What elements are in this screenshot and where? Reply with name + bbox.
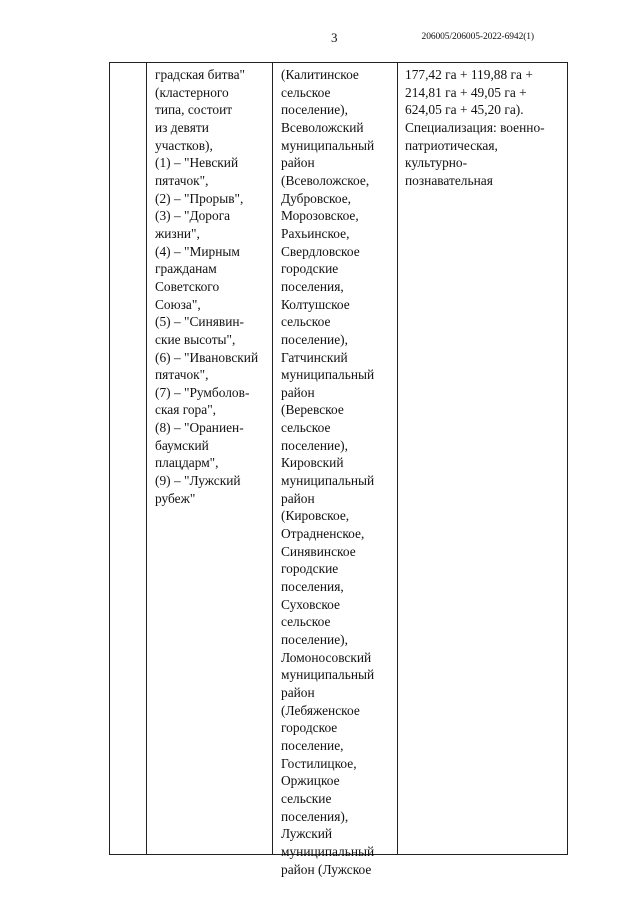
cell-text-line: Гатчинский — [281, 349, 348, 365]
cell-text-line: баумский — [155, 437, 209, 453]
cell-text-line: градская битва" — [155, 67, 246, 82]
cell-text-line: Гостилицкое, — [281, 755, 357, 771]
cell-text-line: Рахьинское, — [281, 225, 350, 241]
page-number: 3 — [331, 30, 338, 45]
cell-text-line: городские — [281, 261, 339, 277]
cell-text-line: (7) – "Румболов- — [155, 384, 250, 400]
cell-text-line: Морозовское, — [281, 208, 359, 224]
cell-text-line: сельские — [281, 790, 332, 806]
cell-text-line: ская гора", — [155, 402, 217, 418]
column-divider — [272, 63, 273, 854]
cell-text-line: рубеж" — [155, 490, 196, 506]
cell-text-line: поселение), — [281, 102, 348, 118]
area-specialization-cell — [405, 66, 545, 190]
column-divider — [146, 63, 147, 854]
cell-text-line: 177,42 га + 119,88 га + — [405, 67, 533, 82]
cell-text-line: Оржицкое — [281, 773, 340, 789]
cell-text-line: сельское — [281, 84, 331, 100]
cell-text-line: типа, состоит — [155, 102, 233, 118]
cell-text-line: плацдарм", — [155, 455, 219, 471]
cell-text-line: 214,81 га + 49,05 га + — [405, 84, 527, 100]
cell-text-line: муниципальный — [281, 137, 375, 153]
cell-text-line: ские высоты", — [155, 331, 236, 347]
cell-text-line: (6) – "Ивановский — [155, 349, 259, 365]
cell-text-line: район — [281, 490, 315, 506]
cell-text-line: поселение), — [281, 437, 348, 453]
cell-text-line: из девяти — [155, 119, 209, 135]
cell-text-line: (кластерного — [155, 84, 229, 100]
cell-text-line: Лужский — [281, 826, 333, 842]
cell-text-line: поселение), — [281, 331, 348, 347]
cell-text-line: поселения, — [281, 278, 344, 294]
cell-text-line: Отрадненское, — [281, 526, 365, 542]
cell-text-line: гражданам — [155, 261, 217, 277]
cell-text-line: Всеволожский — [281, 119, 364, 135]
cell-text-line: Ломоносовский — [281, 649, 372, 665]
cell-text-line: (5) – "Синявин- — [155, 314, 245, 330]
cell-text-line: (Калитинское — [281, 67, 359, 82]
cell-text-line: район — [281, 155, 315, 171]
cell-text-line: район — [281, 384, 315, 400]
cell-text-line: (9) – "Лужский — [155, 473, 241, 489]
cell-text-line: Свердловское — [281, 243, 360, 259]
cell-text-line: (1) – "Невский — [155, 155, 239, 171]
document-id: 206005/206005-2022-6942(1) — [421, 32, 534, 42]
cell-text-line: Специализация: военно- — [405, 119, 545, 135]
cell-text-line: поселение), — [281, 632, 348, 647]
cell-text-line: 624,05 га + 45,20 га). — [405, 102, 524, 118]
cell-text-line: муниципальный — [281, 843, 375, 859]
cell-text-line: Колтушское — [281, 296, 350, 312]
cell-text-line: культурно- — [405, 155, 468, 171]
cell-text-line: Кировский — [281, 455, 344, 471]
cell-text-line: пятачок", — [155, 367, 209, 383]
cell-text-line: пятачок", — [155, 172, 209, 188]
cell-text-line: (Лебяженское — [281, 702, 360, 718]
cell-text-line: сельское — [281, 420, 331, 436]
cell-text-line: (Веревское — [281, 402, 344, 418]
cell-text-line: Советского — [155, 278, 220, 294]
cell-text-line: городские — [281, 561, 339, 577]
territory-cell — [281, 66, 374, 878]
cell-text-line: Синявинское — [281, 543, 356, 559]
cell-text-line: (Кировское, — [281, 508, 350, 524]
cell-text-line: поселения), — [281, 808, 349, 824]
cell-text-line: патриотическая, — [405, 137, 498, 153]
object-name-cell — [155, 66, 258, 507]
cell-text-line: район (Лужское — [281, 861, 372, 877]
continuation-table — [109, 62, 568, 877]
cell-text-line: муниципальный — [281, 473, 375, 489]
cell-text-line: сельское — [281, 314, 331, 330]
cell-text-line: Союза", — [155, 296, 201, 312]
cell-text-line: район — [281, 684, 315, 700]
cell-text-line: сельское — [281, 614, 331, 630]
cell-text-line: жизни", — [155, 225, 200, 241]
cell-text-line: (3) – "Дорога — [155, 208, 231, 224]
cell-text-line: муниципальный — [281, 667, 375, 683]
cell-text-line: Суховское — [281, 596, 340, 612]
cell-text-line: Дубровское, — [281, 190, 352, 206]
cell-text-line: (8) – "Ораниен- — [155, 420, 244, 436]
cell-text-line: городское — [281, 720, 338, 736]
cell-text-line: (4) – "Мирным — [155, 243, 240, 259]
cell-text-line: муниципальный — [281, 367, 375, 383]
column-divider — [397, 63, 398, 854]
cell-text-line: (Всеволожское, — [281, 172, 370, 188]
cell-text-line: познавательная — [405, 172, 493, 188]
cell-text-line: (2) – "Прорыв", — [155, 190, 244, 206]
cell-text-line: участков), — [155, 137, 213, 153]
cell-text-line: поселения, — [281, 579, 344, 595]
cell-text-line: поселение, — [281, 737, 344, 753]
